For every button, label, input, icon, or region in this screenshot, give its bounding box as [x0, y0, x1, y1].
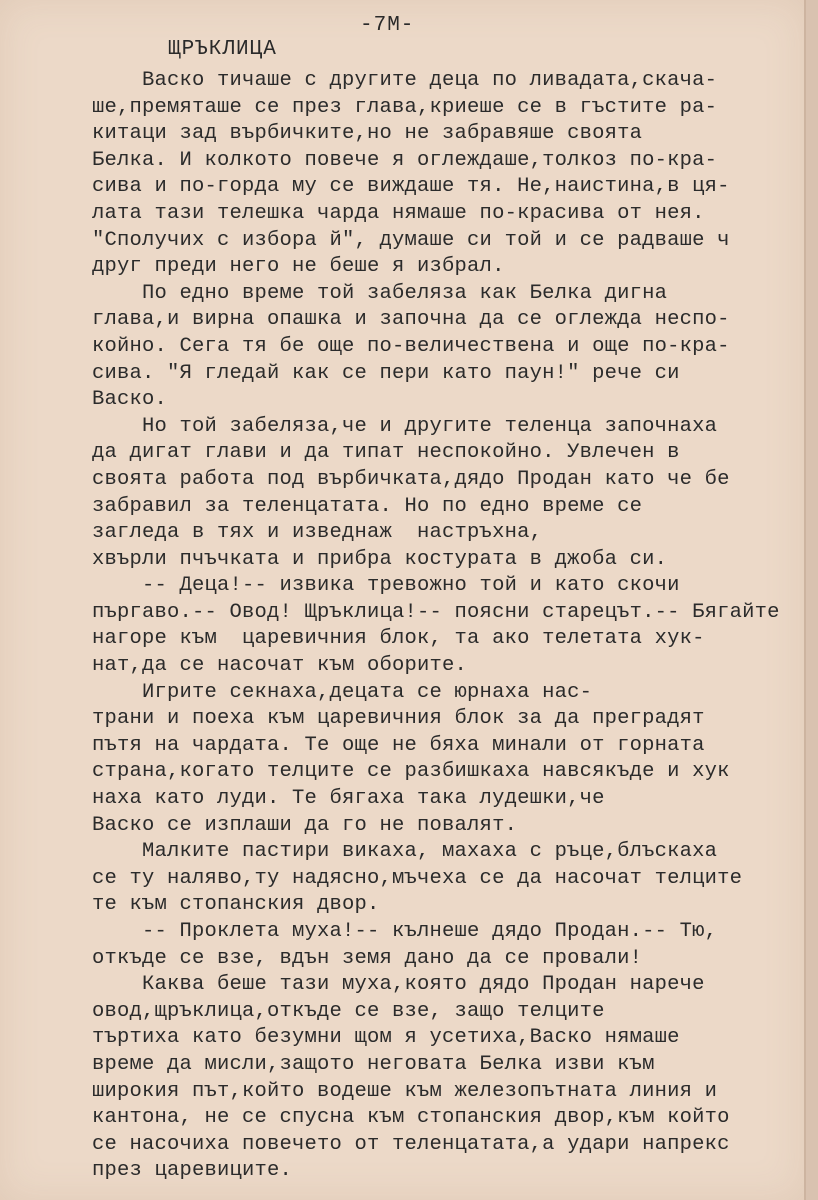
- text-line: хвърли пчъчката и прибра костурата в джоба си.: [92, 547, 668, 571]
- text-line: китаци зад върбичките,но не забравяше своята: [92, 122, 643, 146]
- text-line: сива. "Я гледай как се пери като паун!" рече си: [92, 361, 680, 385]
- text-line: се ту наляво,ту надясно,мъчеха се да насочат телците: [92, 866, 743, 890]
- text-line: своята работа под върбичката,дядо Продан като че бе: [92, 467, 730, 491]
- chapter-title: ЩРЪКЛИЦА: [168, 38, 277, 61]
- text-line: загледа в тях и изведнаж настръхна,: [92, 521, 543, 545]
- text-line: Белка. И колкото повече я оглеждаше,толкоз по-кра-: [92, 148, 718, 172]
- text-line: ше,премяташе се през глава,криеше се в гъстите ра-: [92, 95, 718, 119]
- text-line: Игрите секнаха,децата се юрнаха нас-: [92, 680, 593, 704]
- text-line: през царевиците.: [92, 1159, 293, 1183]
- text-line: "Сполучих с избора й", думаше си той и се радваше ч: [92, 228, 730, 252]
- text-line: сива и по-горда му се виждаше тя. Не,наистина,в ця-: [92, 175, 730, 199]
- text-line: -- Деца!-- извика тревожно той и като скочи: [92, 574, 680, 598]
- text-line: време да мисли,защото неговата Белка изви към: [92, 1052, 655, 1076]
- text-line: Но той забеляза,че и другите теленца започнаха: [92, 414, 718, 438]
- text-line: пъргаво.-- Овод! Щръклица!-- поясни старецът.-- Бягайте: [92, 600, 780, 624]
- body-text: [92, 68, 802, 1185]
- text-line: Васко.: [92, 388, 168, 412]
- text-line: Васко се изплаши да го не повалят.: [92, 813, 518, 837]
- text-line: По едно време той забеляза как Белка дигна: [92, 281, 668, 305]
- text-line: да дигат глави и да типат неспокойно. Увлечен в: [92, 441, 680, 465]
- text-line: нагоре към царевичния блок, та ако телетата хук-: [92, 627, 705, 651]
- text-line: лата тази телешка чарда нямаше по-красива от нея.: [92, 201, 705, 225]
- text-line: пътя на чардата. Те още не бяха минали от горната: [92, 733, 705, 757]
- text-line: Малките пастири викаха, махаха с ръце,блъскаха: [92, 840, 718, 864]
- text-line: търтиха като безумни щом я усетиха,Васко нямаше: [92, 1026, 680, 1050]
- text-line: глава,и вирна опашка и започна да се оглежда неспо-: [92, 308, 730, 332]
- page-number: -7М-: [360, 14, 415, 37]
- text-line: друг преди него не беше я избрал.: [92, 255, 505, 279]
- text-line: наха като луди. Те бягаха така лудешки,че: [92, 787, 605, 811]
- text-line: овод,щръклица,откъде се взе, защо телците: [92, 999, 605, 1023]
- text-line: се насочиха повечето от теленцатата,а удари напрекс: [92, 1132, 730, 1156]
- text-line: Каква беше тази муха,която дядо Продан нарече: [92, 973, 705, 997]
- text-line: забравил за теленцатата. Но по едно време се: [92, 494, 643, 518]
- text-line: койно. Сега тя бе още по-величествена и още по-кра-: [92, 334, 730, 358]
- text-line: трани и поеха към царевичния блок за да преградят: [92, 707, 705, 731]
- text-line: откъде се взе, вдън земя дано да се провали!: [92, 946, 643, 970]
- text-line: нат,да се насочат към оборите.: [92, 654, 468, 678]
- text-line: -- Проклета муха!-- кълнеше дядо Продан.-- Тю,: [92, 920, 718, 943]
- text-line: те към стопанския двор.: [92, 893, 380, 917]
- text-line: широкия път,който водеше към железопътната линия и: [92, 1079, 718, 1103]
- text-line: Васко тичаше с другите деца по ливадата,скача-: [92, 69, 718, 92]
- text-line: страна,когато телците се разбишкаха навсякъде и хук: [92, 760, 730, 784]
- text-line: кантона, не се спусна към стопанския двор,към който: [92, 1106, 730, 1130]
